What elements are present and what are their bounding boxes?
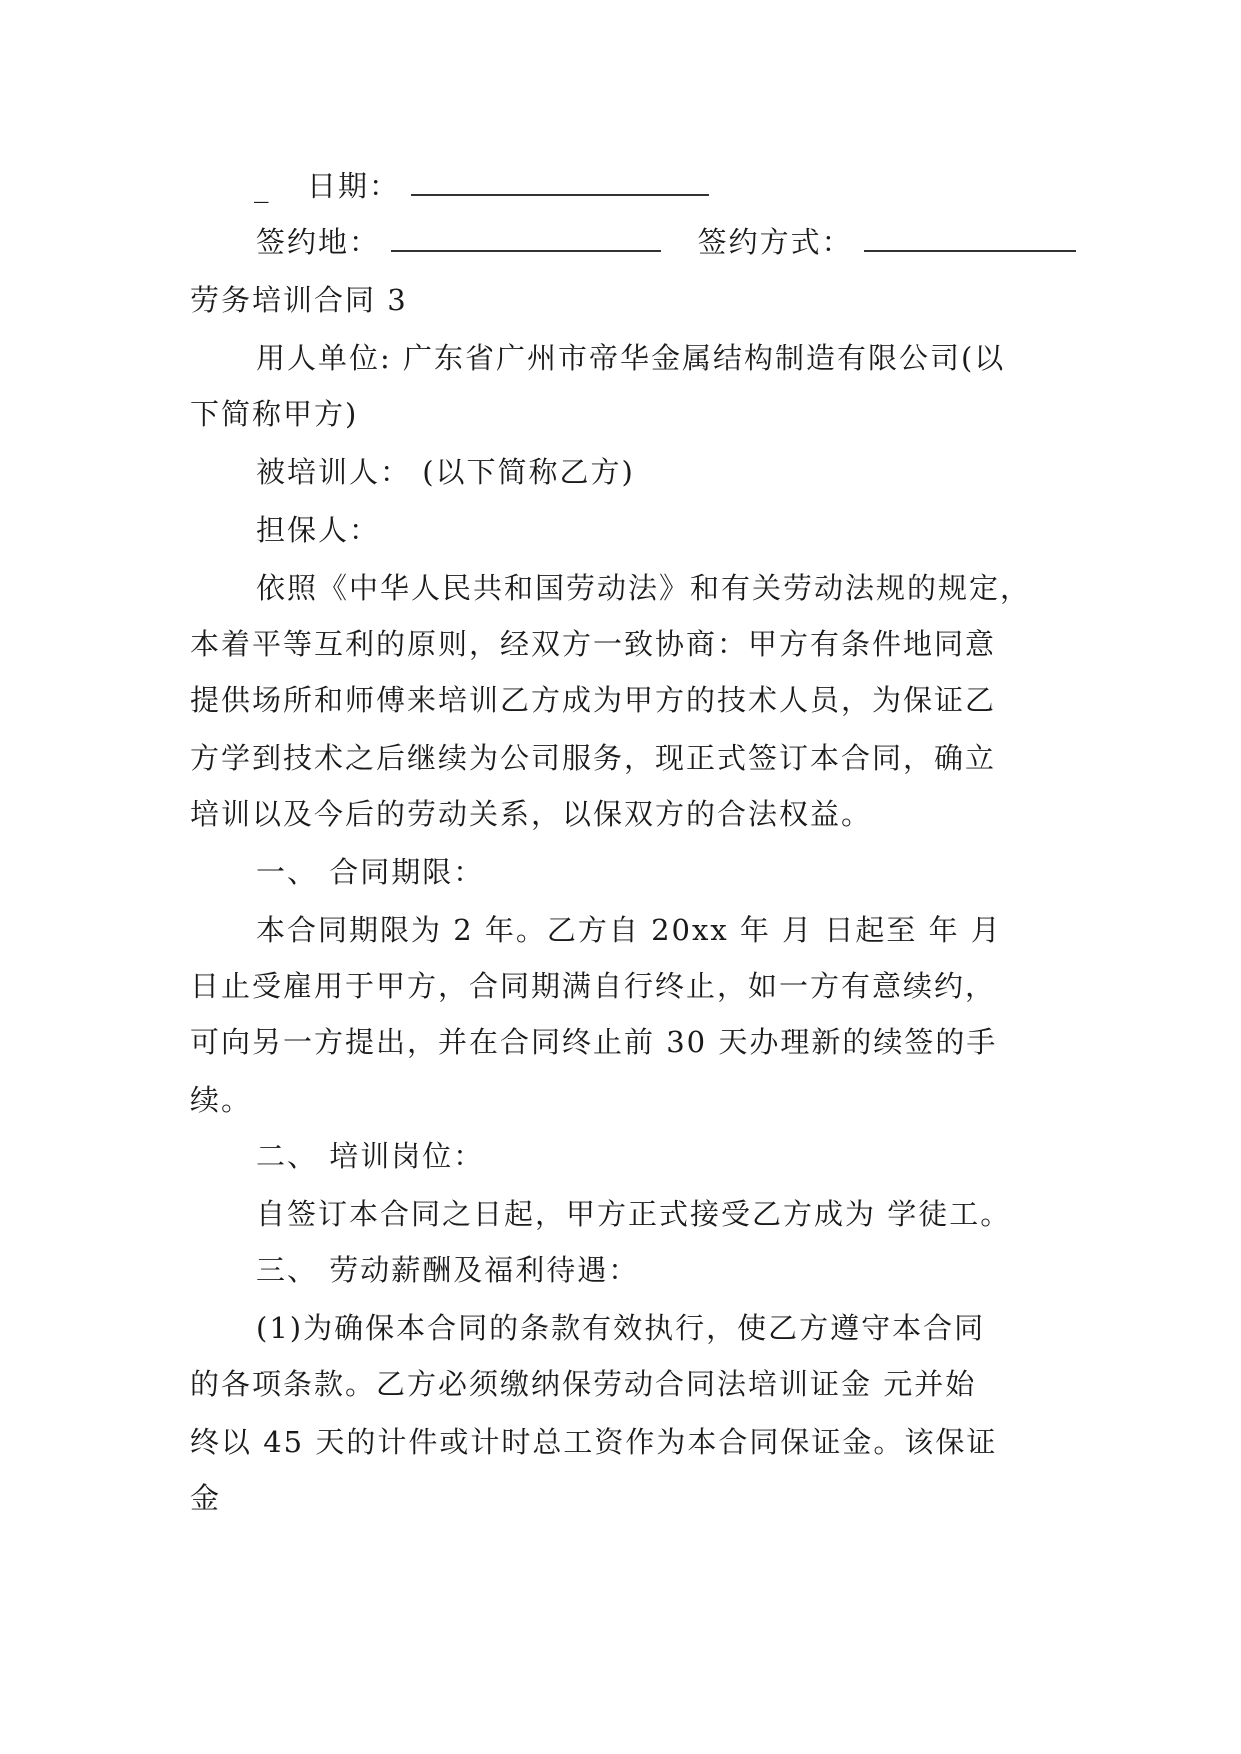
guarantor-line: 担保人： [256, 513, 381, 547]
contract-title: 劳务培训合同 3 [190, 283, 408, 317]
section-2-body: 自签订本合同之日起，甲方正式接受乙方成为 学徒工。 [256, 1197, 1012, 1231]
date-line [254, 166, 1124, 206]
section-2-heading: 二、 培训岗位： [256, 1139, 485, 1173]
section-3-line: (1)为确保本合同的条款有效执行，使乙方遵守本合同 [256, 1311, 986, 1345]
trainee-line: 被培训人： (以下简称乙方) [256, 455, 635, 489]
intro-line: 依照《中华人民共和国劳动法》和有关劳动法规的规定， [256, 571, 1032, 605]
sign-method-blank [864, 222, 1076, 252]
section-1-line: 可向另一方提出，并在合同终止前 30 天办理新的续签的手 [190, 1025, 998, 1059]
intro-line: 本着平等互利的原则，经双方一致协商：甲方有条件地同意 [190, 627, 997, 661]
date-label: 日期： [306, 169, 400, 203]
intro-line: 培训以及今后的劳动关系，以保双方的合法权益。 [190, 797, 873, 831]
sign-place-label: 签约地： [256, 225, 381, 259]
employer-line-1: 用人单位: 广东省广州市帝华金属结构制造有限公司(以 [256, 341, 1006, 375]
section-3-line: 的各项条款。乙方必须缴纳保劳动合同法培训证金 元并始 [190, 1367, 977, 1401]
intro-line: 提供场所和师傅来培训乙方成为甲方的技术人员，为保证乙 [190, 683, 997, 717]
section-3-line: 终以 45 天的计件或计时总工资作为本合同保证金。该保证 [190, 1425, 998, 1459]
sign-line [256, 222, 1062, 262]
section-3-heading: 三、 劳动薪酬及福利待遇： [256, 1253, 640, 1287]
date-blank [411, 166, 709, 196]
employer-line-2: 下简称甲方) [190, 397, 359, 431]
date-lead: _ [254, 169, 271, 203]
intro-line: 方学到技术之后继续为公司服务，现正式签订本合同，确立 [190, 741, 997, 775]
section-1-line: 日止受雇用于甲方，合同期满自行终止，如一方有意续约， [190, 969, 997, 1003]
section-1-line: 本合同期限为 2 年。乙方自 20xx 年 月 日起至 年 月 [256, 913, 1002, 947]
section-1-line: 续。 [190, 1083, 253, 1117]
sign-place-blank [391, 222, 661, 252]
sign-method-label: 签约方式： [697, 225, 853, 259]
section-1-heading: 一、 合同期限： [256, 855, 485, 889]
section-3-line: 金 [190, 1481, 222, 1515]
